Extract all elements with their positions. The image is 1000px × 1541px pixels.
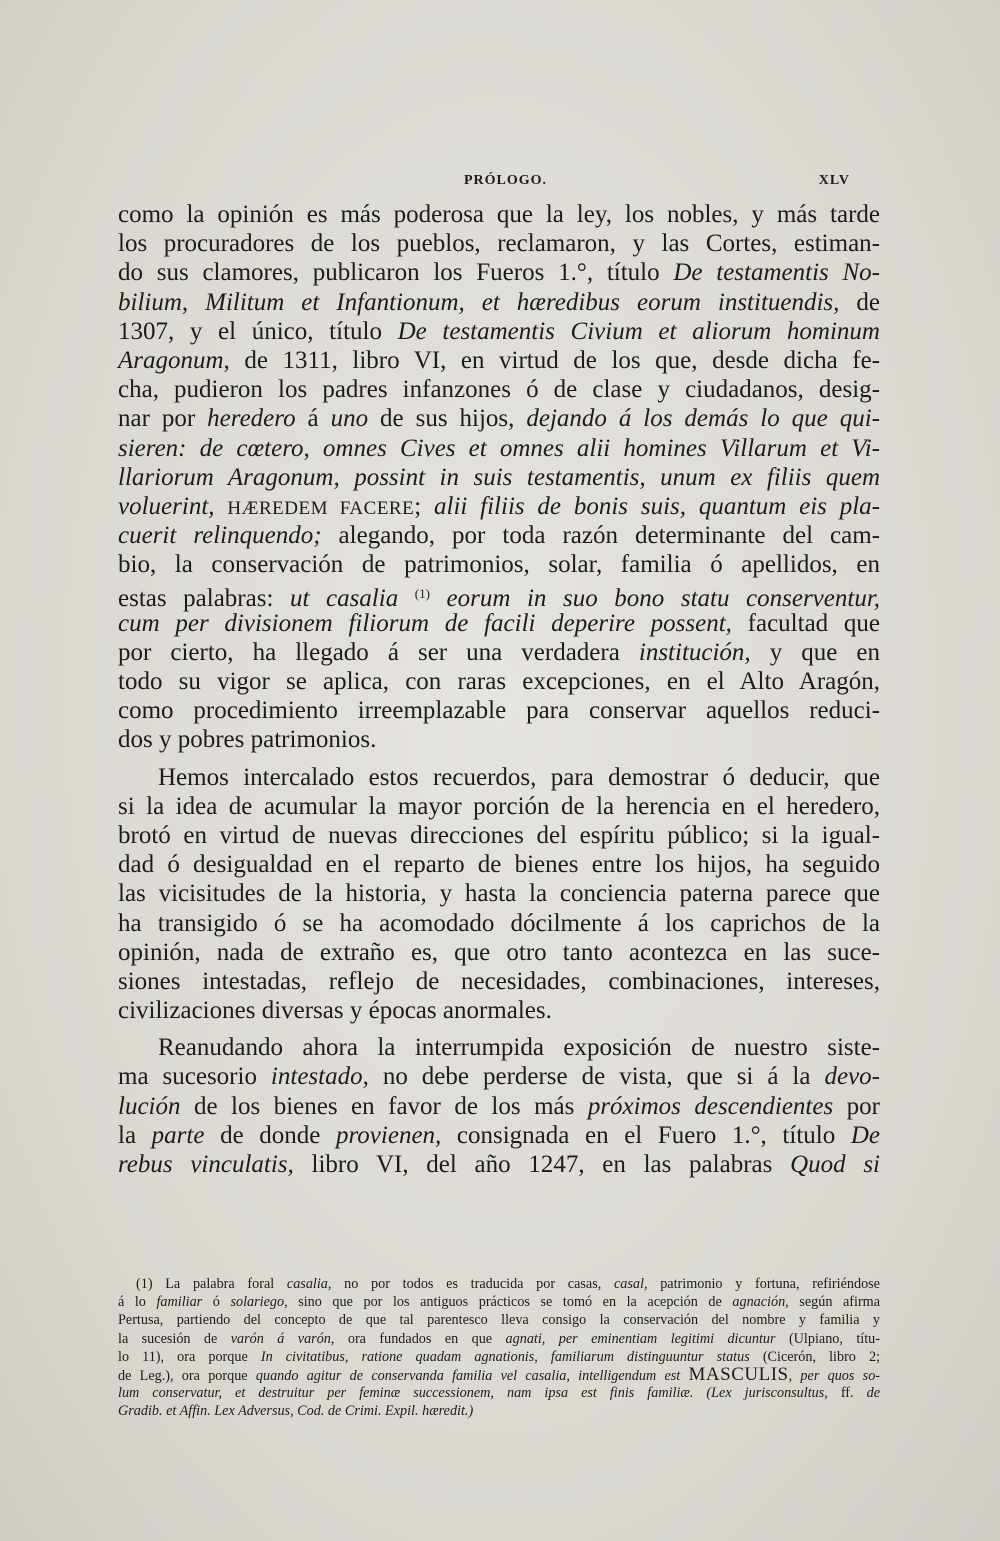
text-line: por cierto, ha llegado á ser una verdadera institución, y que en: [118, 638, 880, 666]
text-line: cuerit relinquendo; alegando, por toda razón determinante del cam-: [118, 522, 880, 550]
text-line: como la opinión es más poderosa que la ley, los nobles, y más tarde: [118, 201, 880, 228]
text-line: dos y pobres patrimonios.: [118, 726, 377, 754]
text-line: todo su vigor se aplica, con raras excepciones, en el Alto Aragón,: [118, 668, 880, 695]
text-line: lo 11), ora porque In civitatibus, ratione quadam agnationis, familiarum distinguuntur status (Cicerón, libro 2;: [118, 1348, 881, 1365]
text-line: brotó en virtud de nuevas direcciones del espíritu público; si la igual-: [118, 821, 880, 849]
text-line: á lo familiar ó solariego, sino que por los antiguos prácticos se tomó en la acepción de agnación, según afirma: [118, 1294, 880, 1311]
text-line: siones intestadas, reflejo de necesidades, combinaciones, intereses,: [118, 967, 880, 995]
text-line: 1307, y el único, título De testamentis Civium et aliorum hominum: [118, 317, 880, 345]
text-line: lum conservatur, et destruitur per feminæ successionem, nam ipsa est finis familiæ. (Lex jurisconsultus, ff. de: [118, 1385, 880, 1402]
text-line: civilizaciones diversas y épocas anormales.: [118, 997, 552, 1025]
text-line: si la idea de acumular la mayor porción de la herencia en el heredero,: [118, 792, 880, 820]
text-line: rebus vinculatis, libro VI, del año 1247, en las palabras Quod si: [118, 1151, 880, 1178]
text-line: voluerint, HÆREDEM FACERE; alii filiis de bonis suis, quantum eis pla-: [118, 492, 881, 520]
text-line: los procuradores de los pueblos, reclamaron, y las Cortes, estiman-: [118, 230, 880, 258]
text-line: la parte de donde provienen, consignada en el Fuero 1.°, título De: [118, 1121, 880, 1149]
text-line: bilium, Militum et Infantionum, et hæredibus eorum instituendis, de: [118, 288, 880, 316]
text-line: llariorum Aragonum, possint in suis testamentis, unum ex filiis quem: [118, 463, 880, 491]
body-text: [118, 200, 880, 1179]
text-line: Reanudando ahora la interrumpida exposición de nuestro siste-: [158, 1034, 880, 1062]
text-line: como procedimiento irreemplazable para conservar aquellos reduci-: [118, 697, 880, 725]
text-line: Pertusa, partiendo del concepto de que tal parentesco lleva consigo la conservación del nombre y familia y: [118, 1312, 880, 1329]
text-line: nar por heredero á uno de sus hijos, dejando á los demás lo que qui-: [118, 405, 880, 433]
footnotes: [118, 1275, 880, 1421]
text-line: cum per divisionem filiorum de facili deperire possent, facultad que: [118, 609, 880, 637]
text-line: sieren: de cœtero, omnes Cives et omnes alii homines Villarum et Vi-: [118, 434, 880, 462]
text-line: Gradib. et Affin. Lex Adversus, Cod. de Crimi. Expil. hæredit.): [118, 1403, 474, 1420]
text-line: dad ó desigualdad en el reparto de bienes entre los hijos, ha seguido: [118, 851, 880, 879]
text-line: opinión, nada de extraño es, que otro tanto acontezca en las suce-: [118, 938, 880, 966]
text-line: do sus clamores, publicaron los Fueros 1.°, título De testamentis No-: [118, 259, 880, 287]
paragraph-2: [118, 763, 880, 1026]
page-number: XLV: [818, 173, 850, 188]
paragraph-1: [118, 200, 880, 755]
text-line: la sucesión de varón á varón, ora fundados en que agnati, per eminentiam legitimi dicuntur (Ulpiano, títu-: [118, 1330, 880, 1347]
text-line: bio, la conservación de patrimonios, solar, familia ó apellidos, en: [118, 551, 880, 579]
text-line: lución de los bienes en favor de los más próximos descendientes por: [118, 1092, 881, 1120]
text-line: de Leg.), ora porque quando agitur de conservanda familia vel casalia, intelligendum est MASCULIS, per quos so-: [118, 1363, 881, 1385]
text-line: las vicisitudes de la historia, y hasta la conciencia paterna parece que: [118, 880, 880, 908]
text-line: ha transigido ó se ha acomodado dócilmente á los caprichos de la: [118, 909, 880, 937]
paragraph-3: [118, 1033, 880, 1179]
running-title: PRÓLOGO.: [464, 173, 548, 188]
text-line: cha, pudieron los padres infanzones ó de clase y ciudadanos, desig-: [118, 376, 880, 404]
running-head: [118, 173, 880, 193]
text-line: ma sucesorio intestado, no debe perderse de vista, que si á la devo-: [118, 1063, 880, 1091]
text-line: Hemos intercalado estos recuerdos, para demostrar ó deducir, que: [158, 763, 880, 791]
text-line: estas palabras: ut casalia $^{(1)}$ eorum in suo bono statu conserventur,: [118, 585, 881, 613]
text-line: (1) La palabra foral casalia, no por todos es traducida por casas, casal, patrimonio y fortuna, refiriéndose: [136, 1276, 880, 1292]
text-line: Aragonum, de 1311, libro VI, en virtud de los que, desde dicha fe-: [118, 346, 880, 374]
